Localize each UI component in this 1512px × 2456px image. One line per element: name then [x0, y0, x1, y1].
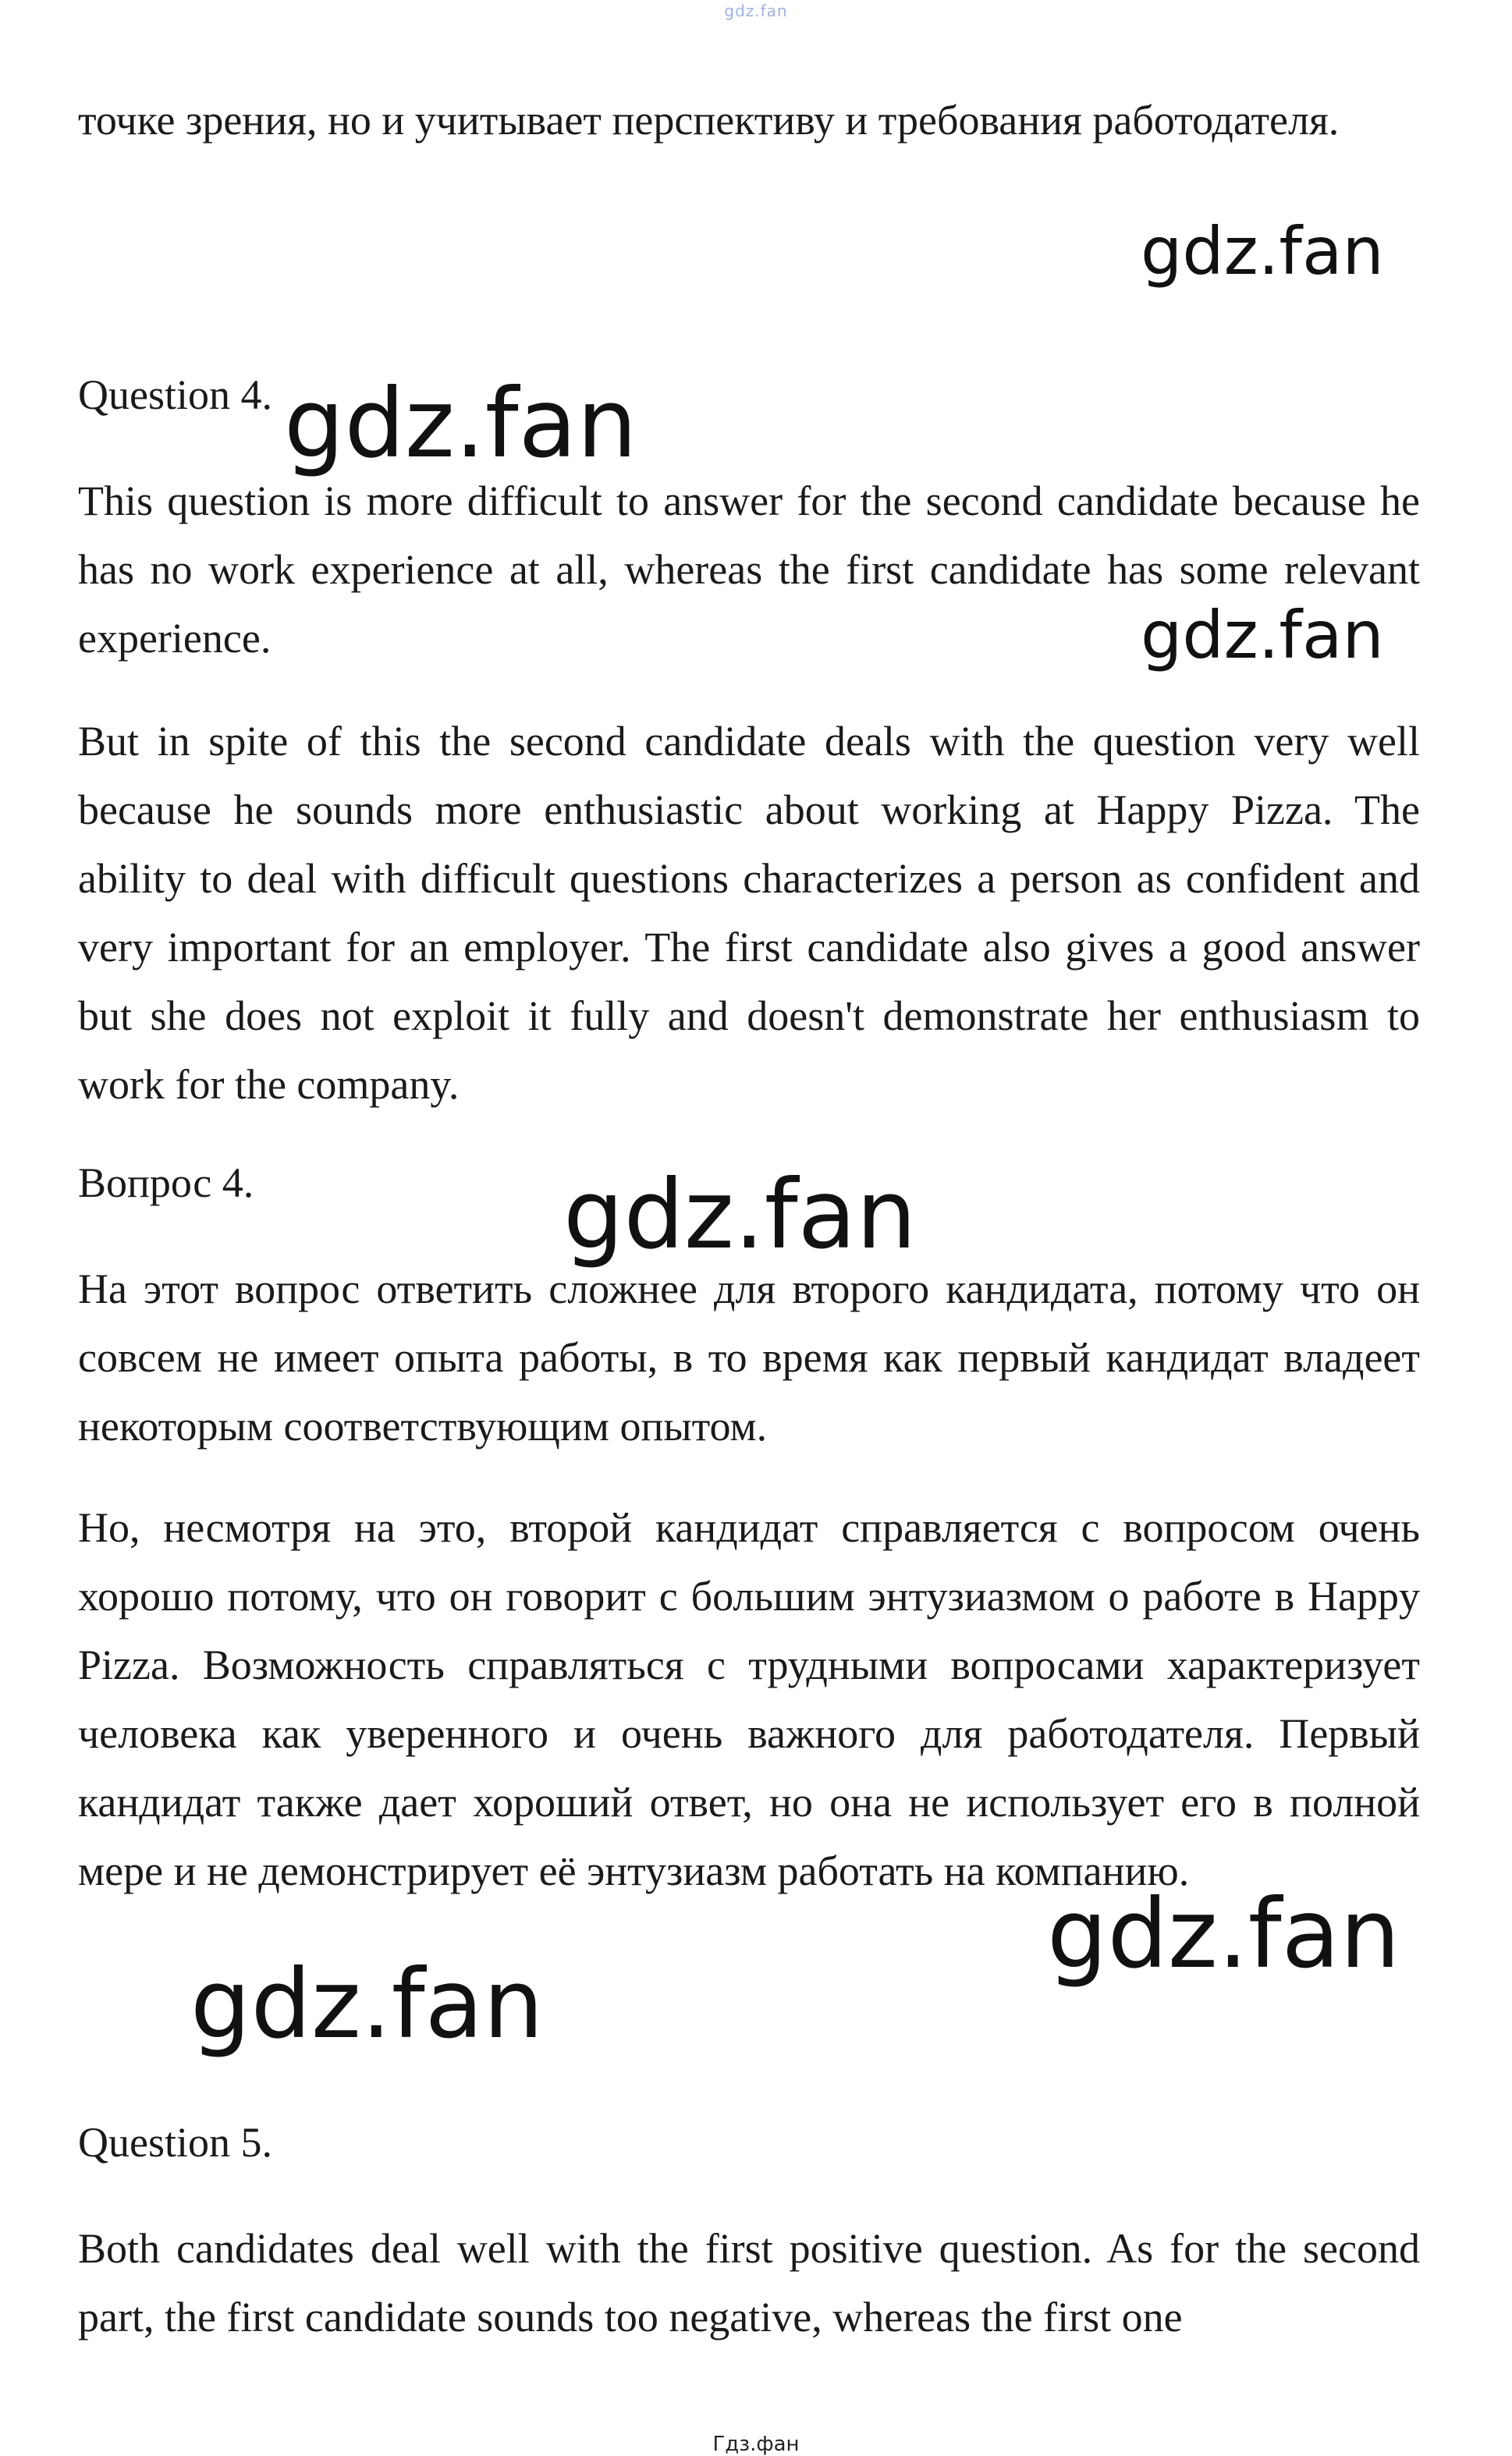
- question-4-paragraph-2: But in spite of this the second candidate deals with the question very well because he sounds more enthusiastic about working at Happy Pizza. The ability to deal with difficult questions characterizes a person as confident and very important for an employer. The first candidate also gives a good answer but she does not exploit it fully and doesn't demonstrate her enthusiasm to work for the company.: [78, 718, 1420, 1108]
- watermark: gdz.fan: [284, 368, 637, 479]
- page-footer: Гдз.фан: [712, 2433, 800, 2456]
- watermark: gdz.fan: [1141, 213, 1384, 289]
- question-5-heading: Question 5.: [78, 2119, 272, 2166]
- paragraph-intro-continuation: точке зрения, но и учитывает перспективу и требования работодателя.: [78, 97, 1340, 144]
- vopros-4-paragraph-1: На этот вопрос ответить сложнее для второго кандидата, потому что он совсем не имеет опыта работы, в то время как первый кандидат владеет некоторым соответствующим опытом.: [78, 1265, 1420, 1450]
- vopros-4-heading: Вопрос 4.: [78, 1159, 254, 1206]
- watermark: gdz.fan: [563, 1159, 917, 1270]
- vopros-4-paragraph-2: Но, несмотря на это, второй кандидат справляется с вопросом очень хорошо потому, что он говорит с большим энтузиазмом о работе в Happy Pizza. Возможность справляться с трудными вопросами характеризует человека как уверенного и очень важного для работодателя. Первый кандидат также дает хороший ответ, но она не использует его в полной мере и не демонстрирует её энтузиазм работать на компанию.: [78, 1504, 1420, 1894]
- question-4-paragraph-1: This question is more difficult to answer for the second candidate because he has no work experience at all, whereas the first candidate has some relevant experience.: [78, 477, 1420, 662]
- watermark: gdz.fan: [1141, 597, 1384, 673]
- question-4-heading: Question 4.: [78, 371, 272, 418]
- question-5-paragraph-1: Both candidates deal well with the first positive question. As for the second part, the first candidate sounds too negative, whereas the first one: [78, 2225, 1420, 2341]
- watermark: gdz.fan: [190, 1949, 544, 2060]
- top-watermark: gdz.fan: [724, 2, 788, 20]
- watermark: gdz.fan: [1047, 1879, 1400, 1989]
